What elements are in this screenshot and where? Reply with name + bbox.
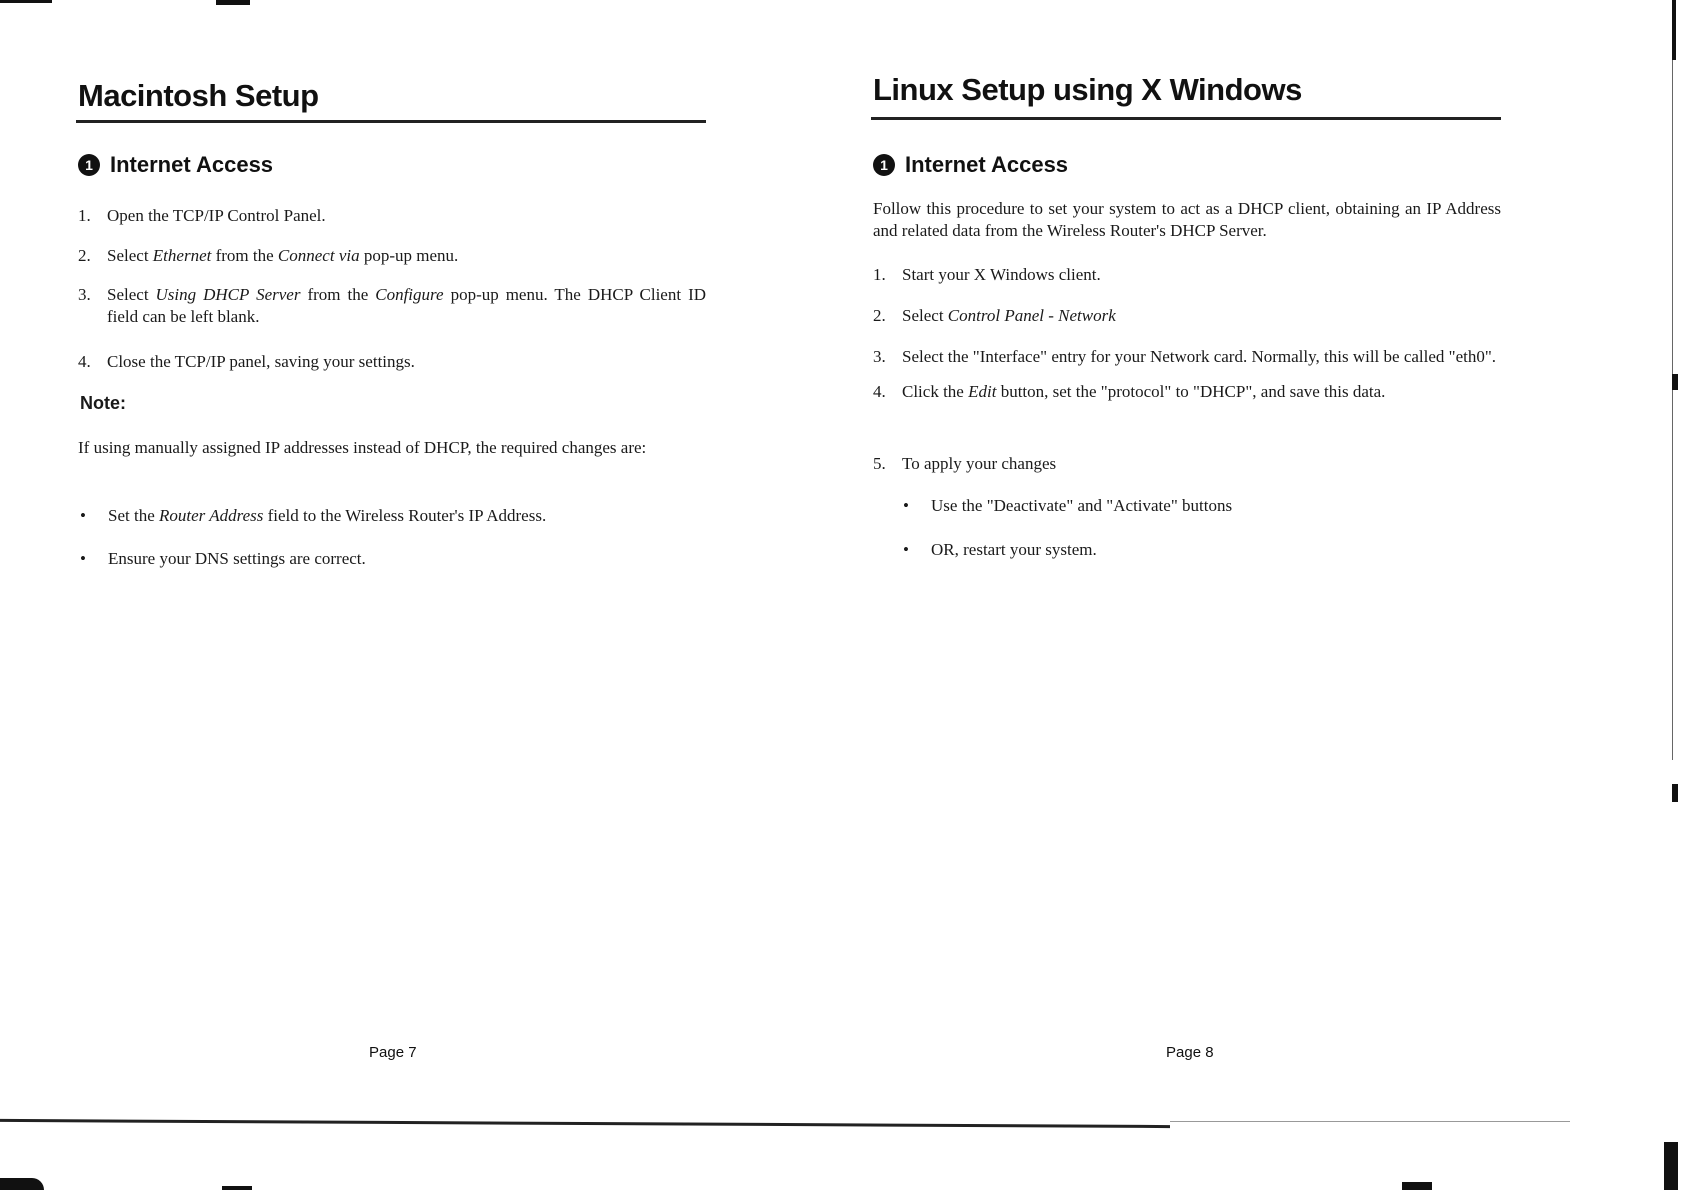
step-number: 3. — [873, 347, 886, 366]
scan-edge-rule-faint — [1170, 1121, 1570, 1122]
page-title: Macintosh Setup — [78, 78, 319, 113]
step-number: 5. — [873, 454, 886, 473]
step-text: Open the TCP/IP Control Panel. — [107, 206, 326, 225]
step-item — [873, 453, 1501, 475]
bullet-icon: • — [903, 496, 909, 515]
section-heading-label: Internet Access — [110, 152, 274, 177]
scan-edge-mark — [1672, 60, 1673, 760]
bullet-item — [78, 548, 706, 570]
page-title: Linux Setup using X Windows — [873, 72, 1302, 107]
bullet-item — [873, 495, 1501, 517]
step-text: Select Ethernet from the Connect via pop-up menu. — [107, 246, 459, 265]
bullet-item — [78, 505, 706, 527]
step-number: 4. — [78, 352, 91, 371]
section-heading-label: Internet Access — [905, 152, 1069, 177]
step-item — [873, 264, 1501, 286]
section-heading — [873, 152, 1068, 178]
step-text: Click the Edit button, set the "protocol" to "DHCP", and save this data. — [902, 382, 1386, 401]
bullet-icon: • — [80, 506, 86, 525]
step-text: Select the "Interface" entry for your Network card. Normally, this will be called "eth0". — [902, 347, 1497, 366]
step-number: 1. — [78, 206, 91, 225]
bullet-icon: • — [80, 549, 86, 568]
bullet-text: Ensure your DNS settings are correct. — [108, 549, 366, 568]
step-item — [78, 245, 706, 267]
page-number: Page 8 — [1166, 1044, 1214, 1061]
scan-edge-mark — [0, 0, 52, 3]
step-number: 1. — [873, 265, 886, 284]
step-text: Select Using DHCP Server from the Configure pop-up menu. The DHCP Client ID field can be left blank. — [107, 285, 707, 326]
section-number-badge: 1 — [78, 154, 100, 176]
step-text: Start your X Windows client. — [902, 265, 1101, 284]
bullet-text: Use the "Deactivate" and "Activate" buttons — [931, 496, 1233, 515]
scan-edge-rule — [0, 1119, 1170, 1128]
page-number: Page 7 — [369, 1044, 417, 1061]
step-item — [873, 305, 1501, 327]
bullet-text: Set the Router Address field to the Wireless Router's IP Address. — [108, 506, 547, 525]
bullet-icon: • — [903, 540, 909, 559]
step-number: 2. — [873, 306, 886, 325]
step-number: 3. — [78, 285, 91, 304]
section-heading — [78, 152, 273, 178]
step-text: Select Control Panel - Network — [902, 306, 1116, 325]
scan-edge-mark — [1402, 1182, 1432, 1190]
step-item — [873, 381, 1501, 403]
scan-edge-mark — [1672, 0, 1676, 60]
title-rule — [871, 117, 1501, 120]
step-number: 2. — [78, 246, 91, 265]
scan-edge-mark — [1672, 374, 1678, 390]
intro-text: Follow this procedure to set your system to act as a DHCP client, obtaining an IP Address and related data from the Wireless Router's DHCP Server. — [873, 199, 1501, 240]
note-heading: Note: — [80, 393, 126, 413]
scan-edge-mark — [1664, 1142, 1678, 1190]
scan-edge-mark — [216, 0, 250, 5]
title-rule — [76, 120, 706, 123]
step-item — [78, 351, 706, 373]
scan-edge-mark — [0, 1178, 44, 1190]
step-item — [78, 284, 706, 328]
note-text: If using manually assigned IP addresses instead of DHCP, the required changes are: — [78, 438, 647, 457]
bullet-item — [873, 539, 1501, 561]
step-text: To apply your changes — [902, 454, 1057, 473]
step-item — [873, 346, 1501, 368]
section-number-badge: 1 — [873, 154, 895, 176]
scan-edge-mark — [1672, 784, 1678, 802]
step-number: 4. — [873, 382, 886, 401]
step-item — [78, 205, 706, 227]
bullet-text: OR, restart your system. — [931, 540, 1097, 559]
step-text: Close the TCP/IP panel, saving your settings. — [107, 352, 415, 371]
scan-edge-mark — [222, 1186, 252, 1190]
